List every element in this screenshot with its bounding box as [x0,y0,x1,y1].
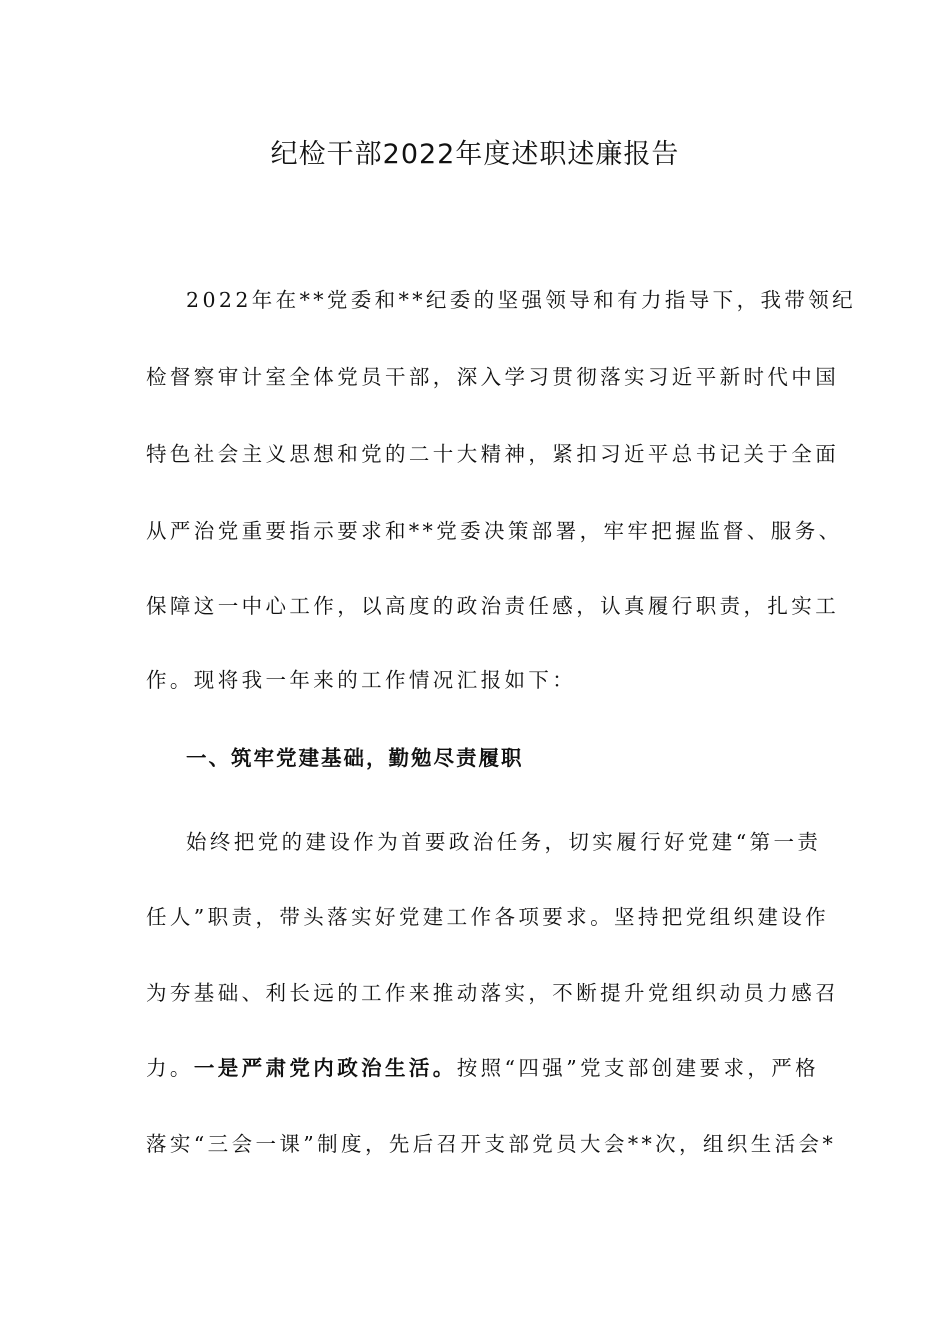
paragraph-line: 从严治党重要指示要求和**党委决策部署，牢牢把握监督、服务、 [146,519,843,543]
bold-phrase: 一是严肃党内政治生活。 [193,1056,457,1080]
paragraph-line: 检督察审计室全体党员干部，深入学习贯彻落实习近平新时代中国 [146,365,840,389]
document-title: 纪检干部2022年度述职述廉报告 [270,139,680,170]
paragraph-line: 任人”职责，带头落实好党建工作各项要求。坚持把党组织建设作 [146,905,830,929]
paragraph-line: 落实“三会一课”制度，先后召开支部党员大会**次，组织生活会* [146,1132,837,1156]
paragraph-line: 始终把党的建设作为首要政治任务，切实履行好党建“第一责 [186,830,822,854]
paragraph-line: 为夯基础、利长远的工作来推动落实，不断提升党组织动员力感召 [146,981,840,1005]
paragraph-line-mixed [146,1048,820,1088]
paragraph-line: 作。现将我一年来的工作情况汇报如下： [146,668,577,692]
paragraph-line: 2022年在**党委和**纪委的坚强领导和有力指导下，我带领纪 [186,288,857,312]
text-prefix: 力。 [146,1056,194,1080]
section-heading: 一、筑牢党建基础，勤勉尽责履职 [186,746,524,770]
text-suffix: 按照“四强”党支部创建要求，严格 [456,1056,820,1080]
paragraph-line: 特色社会主义思想和党的二十大精神，紧扣习近平总书记关于全面 [146,442,840,466]
paragraph-line: 保障这一中心工作，以高度的政治责任感，认真履行职责，扎实工 [146,594,840,618]
